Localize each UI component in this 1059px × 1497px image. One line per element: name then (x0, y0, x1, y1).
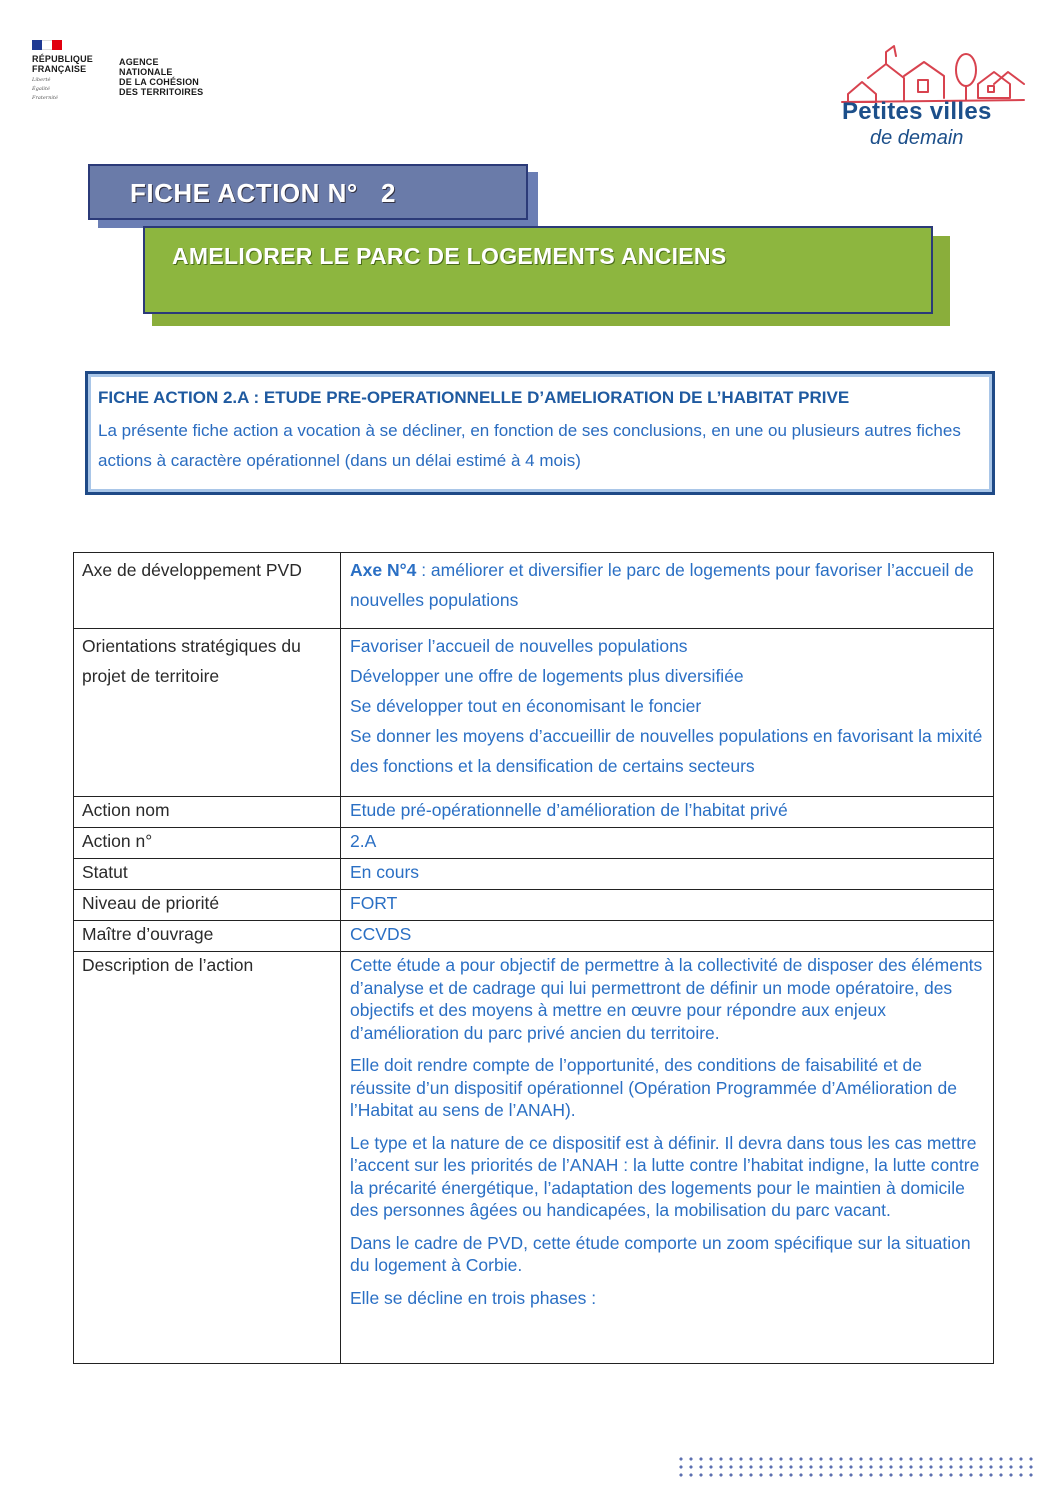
action-nom-value: Etude pré-opérationnelle d’amélioration de l’habitat privé (341, 797, 994, 828)
description-label: Description de l’action (74, 952, 341, 1364)
description-paragraph: Cette étude a pour objectif de permettre à la collectivité de disposer des éléments d’analyse et de cadrage qui lui permettront de définir un mode opératoire, des objectifs et des moyens à mettre en œuvre pour répondre aux enjeux d’amélioration du parc privé ancien du territoire. (350, 955, 983, 1043)
table-row-action-nom (74, 797, 994, 828)
action-nom-label: Action nom (74, 797, 341, 828)
axe-text: : améliorer et diversifier le parc de logements pour favoriser l’accueil de nouvelles populations (350, 560, 974, 610)
fiche-heading (130, 178, 396, 209)
axe-value (341, 553, 994, 629)
statut-value: En cours (341, 859, 994, 890)
priorite-label: Niveau de priorité (74, 890, 341, 921)
motto-fraternite: Fraternité (32, 95, 58, 101)
republique-line-2: FRANÇAISE (32, 64, 87, 74)
fiche-number: 2 (381, 178, 396, 208)
priorite-value: FORT (341, 890, 994, 921)
orientation-item: Se développer tout en économisant le foncier (350, 696, 702, 716)
description-paragraph: Le type et la nature de ce dispositif est à définir. Il devra dans tous les cas mettre l’accent sur les priorités de l’ANAH : la lutte contre l’habitat indigne, la lutte contre la précarité énergétique, l’adaptation des logements pour le maintien à domicile des personnes âgées ou handicapées, la mobilisation du parc vacant. (350, 1132, 980, 1220)
fiche-table (73, 552, 994, 1364)
motto-egalite: Égalité (32, 86, 50, 92)
title-banner (143, 226, 933, 314)
maitre-label: Maître d’ouvrage (74, 921, 341, 952)
fiche-label: FICHE ACTION N° (130, 178, 358, 208)
subaction-box (85, 371, 995, 495)
anct-line-2: NATIONALE (119, 67, 173, 77)
decorative-dot-pattern (676, 1455, 1036, 1481)
french-flag-icon (32, 40, 62, 50)
subaction-text: La présente fiche action a vocation à se décliner, en fonction de ses conclusions, en une ou plusieurs autres fiches actions à caractère opérationnel (dans un délai estimé à 4 mois) (98, 421, 961, 470)
table-row-statut (74, 859, 994, 890)
action-num-label: Action n° (74, 828, 341, 859)
orientation-item: Se donner les moyens d’accueillir de nouvelles populations en favorisant la mixité des fonctions et la densification de certains secteurs (350, 726, 983, 776)
description-paragraph: Elle doit rendre compte de l’opportunité, des conditions de faisabilité et de réussite d’un dispositif opérationnel (Opération Programmée d’Amélioration de l’Habitat au sens de l’ANAH). (350, 1055, 957, 1120)
table-row-priorite (74, 890, 994, 921)
table-row-maitre (74, 921, 994, 952)
anct-line-4: DES TERRITOIRES (119, 87, 204, 97)
anct-logo (119, 57, 203, 97)
subaction-title: FICHE ACTION 2.A : ETUDE PRE-OPERATIONNELLE D’AMELIORATION DE L’HABITAT PRIVE (98, 388, 850, 407)
table-row-axe (74, 553, 994, 629)
axe-label: Axe de développement PVD (74, 553, 341, 629)
orientations-label: Orientations stratégiques du projet de territoire (74, 629, 341, 797)
orientation-item: Développer une offre de logements plus diversifiée (350, 666, 744, 686)
table-row-action-num (74, 828, 994, 859)
pvd-subtitle: de demain (870, 127, 964, 149)
anct-line-3: DE LA COHÉSION (119, 77, 199, 87)
republique-line-1: RÉPUBLIQUE (32, 54, 94, 64)
axe-number: Axe N°4 (350, 560, 417, 580)
table-row-orientations (74, 629, 994, 797)
fiche-banner (88, 164, 528, 220)
description-value (341, 952, 994, 1364)
motto-liberte: Liberté (32, 77, 51, 83)
table-row-description (74, 952, 994, 1364)
republique-francaise-logo (32, 40, 93, 101)
orientations-value (341, 629, 994, 797)
fiche-title: AMELIORER LE PARC DE LOGEMENTS ANCIENS (172, 243, 727, 269)
statut-label: Statut (74, 859, 341, 890)
description-paragraph: Dans le cadre de PVD, cette étude comporte un zoom spécifique sur la situation du logement à Corbie. (350, 1232, 971, 1275)
action-num-value: 2.A (341, 828, 994, 859)
orientation-item: Favoriser l’accueil de nouvelles populations (350, 636, 688, 656)
description-paragraph: Elle se décline en trois phases : (350, 1287, 597, 1308)
anct-line-1: AGENCE (119, 57, 159, 67)
maitre-value: CCVDS (341, 921, 994, 952)
pvd-title: Petites villes (842, 98, 992, 125)
